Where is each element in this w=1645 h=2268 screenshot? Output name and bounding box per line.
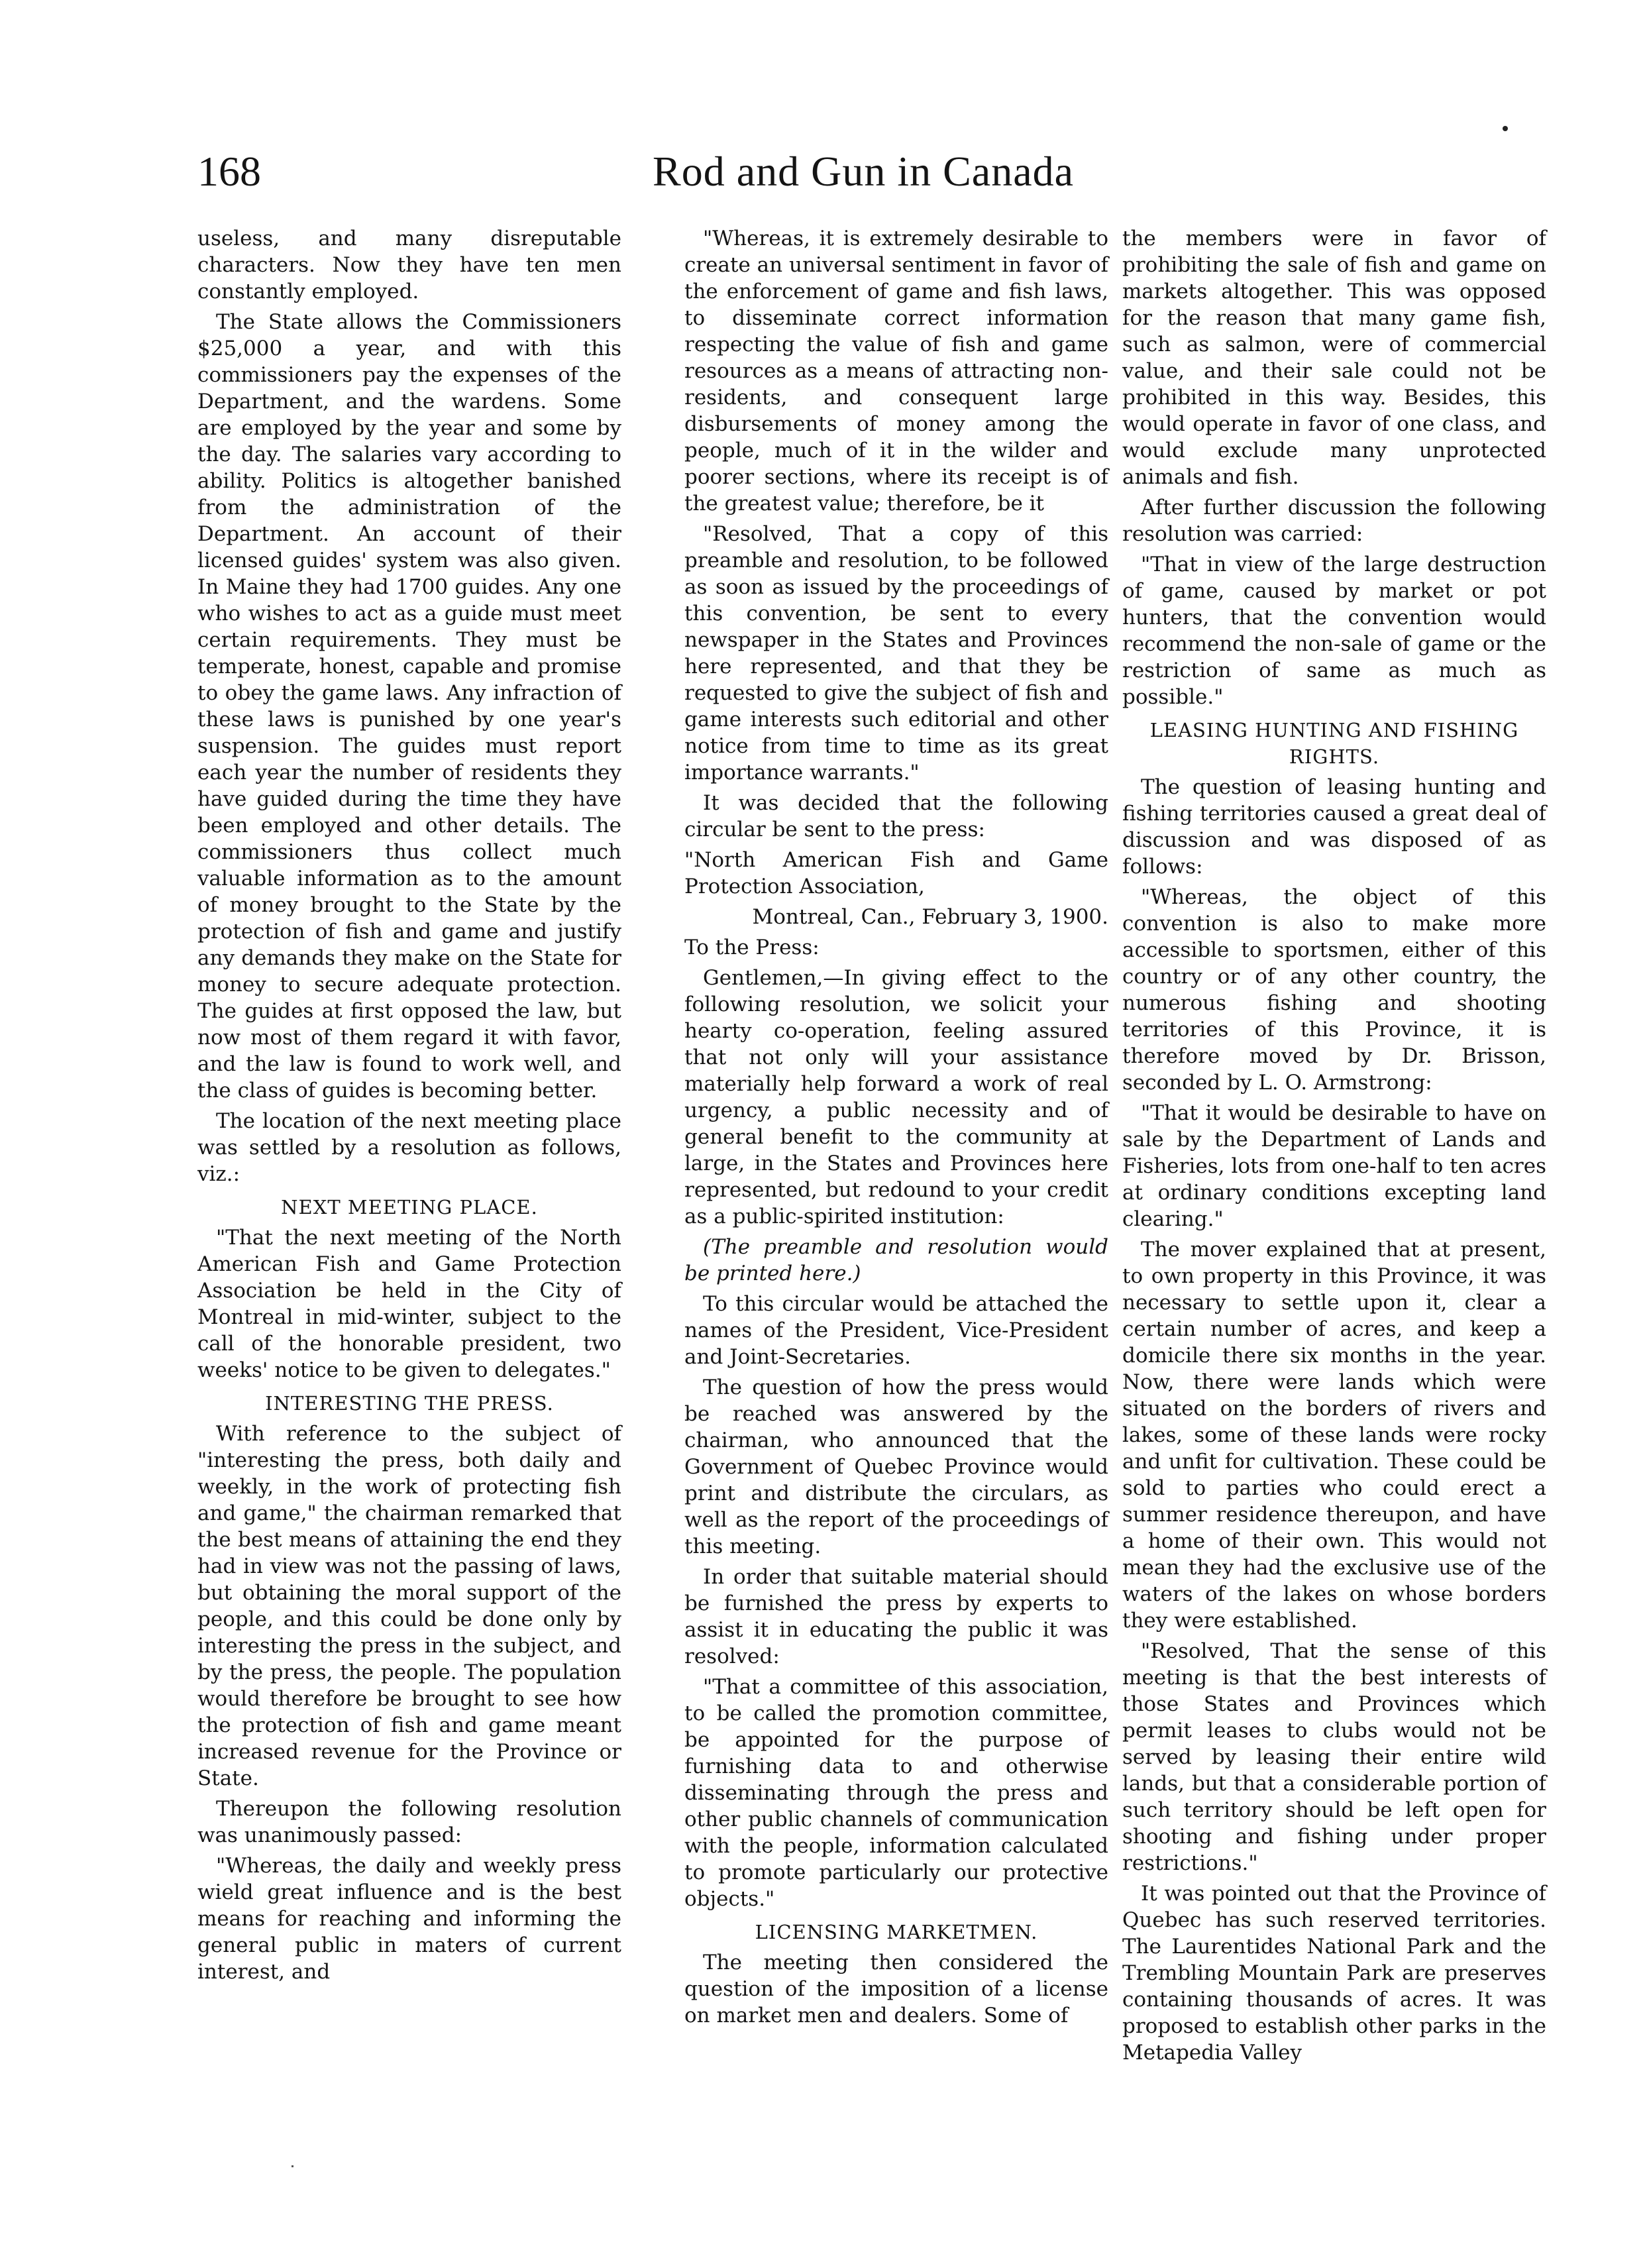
paragraph: "That the next meeting of the North American Fish and Game Protection Association be held in the City of Montreal in mid-winter, subject to the call of the honorable president, two weeks' notice to be given to delegates."	[197, 1226, 621, 1382]
column-3	[1122, 225, 1546, 2070]
paragraph: "That in view of the large destruction of game, caused by market or pot hunters, that the convention would recommend the non-sale of game or the restriction of same as much as possible."	[1122, 553, 1546, 709]
paragraph: the members were in favor of prohibiting the sale of fish and game on markets altogether. This was opposed for the reason that many game fish, such as salmon, were of commercial value, and their sale could not be prohibited in this way. Besides, this would operate in favor of one class, and would exclude many unprotected animals and fish.	[1122, 227, 1546, 489]
section-heading: NEXT MEETING PLACE.	[281, 1196, 538, 1218]
paragraph: "Resolved, That a copy of this preamble and resolution, to be followed as soon as issued by the proceedings of this convention, be sent to every newspaper in the States and Provinces here represented, and that they be requested to give the subject of fish and game interests such editorial and other notice from time to time as its great importance warrants."	[684, 522, 1108, 784]
paragraph: It was decided that the following circular be sent to the press:	[684, 791, 1108, 841]
paragraph: The question of leasing hunting and fishing territories caused a great deal of discussion and was disposed of as follows:	[1122, 775, 1546, 879]
paragraph: Thereupon the following resolution was unanimously passed:	[197, 1797, 621, 1847]
paragraph: useless, and many disreputable characters. Now they have ten men constantly employed.	[197, 227, 621, 303]
column-1	[197, 225, 621, 1989]
paragraph: "Resolved, That the sense of this meeting is that the best interests of those States and Provinces which permit leases to clubs would not be served by leasing their entire wild lands, but that a considerable portion of such territory should be left open for shooting and fishing under proper restrictions."	[1122, 1639, 1546, 1875]
page-title: Rod and Gun in Canada	[653, 148, 1074, 195]
paragraph: "Whereas, the daily and weekly press wield great influence and is the best means for reaching and informing the general public in maters of current interest, and	[197, 1854, 621, 1984]
paragraph: The location of the next meeting place was settled by a resolution as follows, viz.:	[197, 1109, 621, 1186]
page-number: 168	[197, 148, 261, 195]
paragraph: In order that suitable material should be furnished the press by experts to assist it in educating the public it was resolved:	[684, 1565, 1108, 1668]
paragraph: "Whereas, it is extremely desirable to create an universal sentiment in favor of the enforcement of game and fish laws, to disseminate correct information respecting the value of fish and game resources as a means of attracting non-residents, and consequent large disbursements of money among the people, much of it in the wilder and poorer sections, where its receipt is of the greatest value; therefore, be it	[684, 227, 1108, 515]
paragraph: With reference to the subject of "interesting the press, both daily and weekly, in the work of protecting fish and game," the chairman remarked that the best means of attaining the end they had in view was not the passing of laws, but obtaining the moral support of the people, and this could be done only by interesting the press in the subject, and by the press, the people. The population would therefore be brought to see how the protection of fish and game meant increased revenue for the Province or State.	[197, 1422, 621, 1790]
paragraph: "That a committee of this association, to be called the promotion committee, be appointed for the purpose of furnishing data to and otherwise disseminating through the press and other public channels of communication with the people, information calculated to promote particularly our protective objects."	[684, 1675, 1108, 1911]
section-heading: LICENSING MARKETMEN.	[755, 1921, 1038, 1943]
print-speck	[1503, 126, 1508, 131]
paragraph: It was pointed out that the Province of Quebec has such reserved territories. The Laurentides National Park and the Trembling Mountain Park are preserves containing thousands of acres. It was proposed to establish other parks in the Metapedia Valley	[1122, 1882, 1546, 2065]
section-heading: LEASING HUNTING AND FISHING RIGHTS.	[1149, 719, 1519, 768]
section-heading: INTERESTING THE PRESS.	[265, 1392, 554, 1415]
paragraph: The mover explained that at present, to own property in this Province, it was necessary to settle upon it, clear a certain number of acres, and keep a domicile there six months in the year. Now, there were lands which were situated on the borders of rivers and lakes, some of these lands were rocky and unfit for cultivation. These could be sold to parties who could erect a summer residence thereupon, and have a home of their own. This would not mean they had the exclusive use of the waters of the lakes on whose borders they were established.	[1122, 1238, 1546, 1633]
paragraph: "Whereas, the object of this convention is also to make more accessible to sportsmen, either of this country or of any other country, the numerous fishing and shooting territories of this Province, it is therefore moved by Dr. Brisson, seconded by L. O. Armstrong:	[1122, 885, 1546, 1095]
dateline: Montreal, Can., February 3, 1900.	[752, 905, 1108, 929]
salutation: To the Press:	[684, 936, 820, 959]
paragraph: The State allows the Commissioners $25,000 a year, and with this commissioners pay the expenses of the Department, and the wardens. Some are employed by the year and some by the day. The salaries vary according to ability. Politics is altogether banished from the administration of the Department. An account of their licensed guides' system was also given. In Maine they had 1700 guides. Any one who wishes to act as a guide must meet certain requirements. They must be temperate, honest, capable and promise to obey the game laws. Any infraction of these laws is punished by one year's suspension. The guides must report each year the number of residents they have guided during the time they have been employed and other details. The commissioners thus collect much valuable information as to the amount of money brought to the State by the protection of fish and game and justify any demands they make on the State for money to secure adequate protection. The guides at first opposed the law, but now most of them regard it with favor, and the law is found to work well, and the class of guides is becoming better.	[197, 310, 621, 1103]
paragraph: "North American Fish and Game Protection Association,	[684, 848, 1108, 898]
paragraph: "That it would be desirable to have on sale by the Department of Lands and Fisheries, lots from one-half to ten acres at ordinary conditions excepting land clearing."	[1122, 1101, 1546, 1231]
print-speck	[292, 2165, 293, 2167]
paragraph: The meeting then considered the question of the imposition of a license on market men and dealers. Some of	[684, 1951, 1108, 2027]
paragraph: To this circular would be attached the names of the President, Vice-President and Joint-Secretaries.	[684, 1292, 1108, 1369]
paragraph: Gentlemen,—In giving effect to the following resolution, we solicit your hearty co-operation, feeling assured that not only will your assistance materially help forward a work of real urgency, a public necessity and of general benefit to the community at large, in the States and Provinces here represented, but redound to your credit as a public-spirited institution:	[684, 966, 1108, 1228]
paragraph: (The preamble and resolution would be printed here.)	[684, 1235, 1108, 1285]
paragraph: The question of how the press would be reached was answered by the chairman, who announced that the Government of Quebec Province would print and distribute the circulars, as well as the report of the proceedings of this meeting.	[684, 1376, 1108, 1558]
paragraph: After further discussion the following resolution was carried:	[1122, 496, 1546, 546]
column-2	[684, 225, 1108, 2033]
